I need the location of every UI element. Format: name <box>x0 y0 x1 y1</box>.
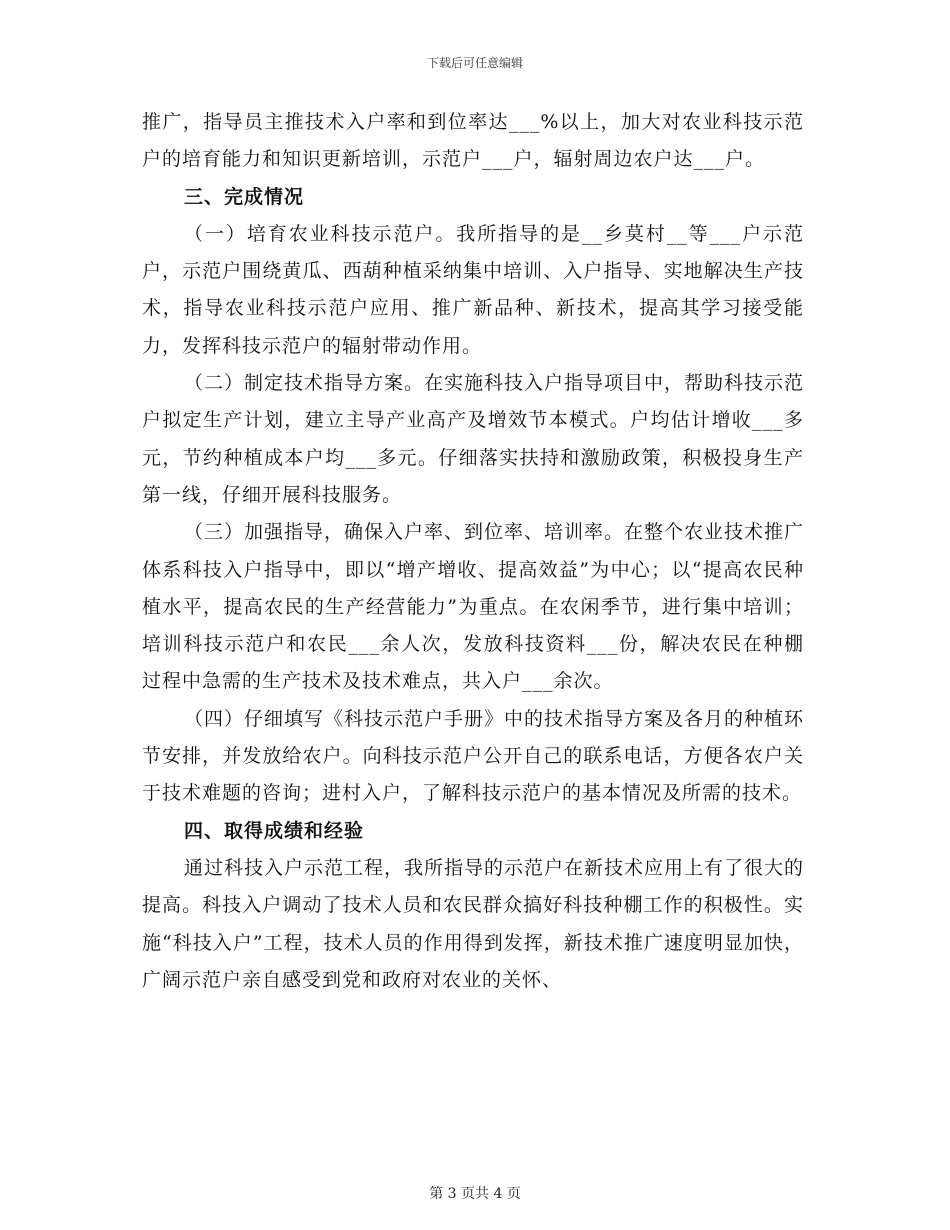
paragraph-results: 通过科技入户示范工程，我所指导的示范户在新技术应用上有了很大的提高。科技入户调动了技术人员和农民群众搞好科技种棚工作的积极性。实施“科技入户”工程，技术人员的作用得到发挥，新技术推广速度明显加快，广阔示范户亲自感受到党和政府对农业的关怀、 <box>142 856 805 991</box>
paragraph-item-2: （二）制定技术指导方案。在实施科技入户指导项目中，帮助科技示范户拟定生产计划，建立主导产业高产及增效节本模式。户均估计增收___多元，节约种植成本户均___多元。仔细落实扶持和激励政策，积极投身生产第一线，仔细开展科技服务。 <box>142 372 805 506</box>
paragraph-item-4: （四）仔细填写《科技示范户手册》中的技术指导方案及各月的种植环节安排，并发放给农户。向科技示范户公开自己的联系电话，方便各农户关于技术难题的咨询；进村入户，了解科技示范户的基本情况及所需的技术。 <box>142 707 805 805</box>
section-heading-completion: 三、完成情况 <box>184 185 305 208</box>
paragraph-item-1: （一）培育农业科技示范户。我所指导的是__乡莫村__等___户示范户，示范户围绕黄瓜、西葫种植采纳集中培训、入户指导、实地解决生产技术，指导农业科技示范户应用、推广新品种、新技术，提高其学习接受能力，发挥科技示范户的辐射带动作用。 <box>142 222 804 357</box>
document-body <box>142 104 804 999</box>
page-header-note: 下载后可任意编辑 <box>426 56 523 70</box>
page-number: 第 3 页共 4 页 <box>429 1186 521 1202</box>
paragraph-item-3: （三）加强指导，确保入户率、到位率、培训率。在整个农业技术推广体系科技入户指导中，即以“增产增收、提高效益”为中心；以“提高农民种植水平，提高农民的生产经营能力”为重点。在农闲季节，进行集中培训；培训科技示范户和农民___余人次，发放科技资料___份，解决农民在种棚过程中急需的生产技术及技术难点，共入户___余次。 <box>142 521 805 693</box>
paragraph-intro: 推广，指导员主推技术入户率和到位率达___%以上，加大对农业科技示范户的培育能力和知识更新培训，示范户___户，辐射周边农户达___户。 <box>142 111 804 171</box>
section-heading-achievements: 四、取得成绩和经验 <box>184 819 365 842</box>
